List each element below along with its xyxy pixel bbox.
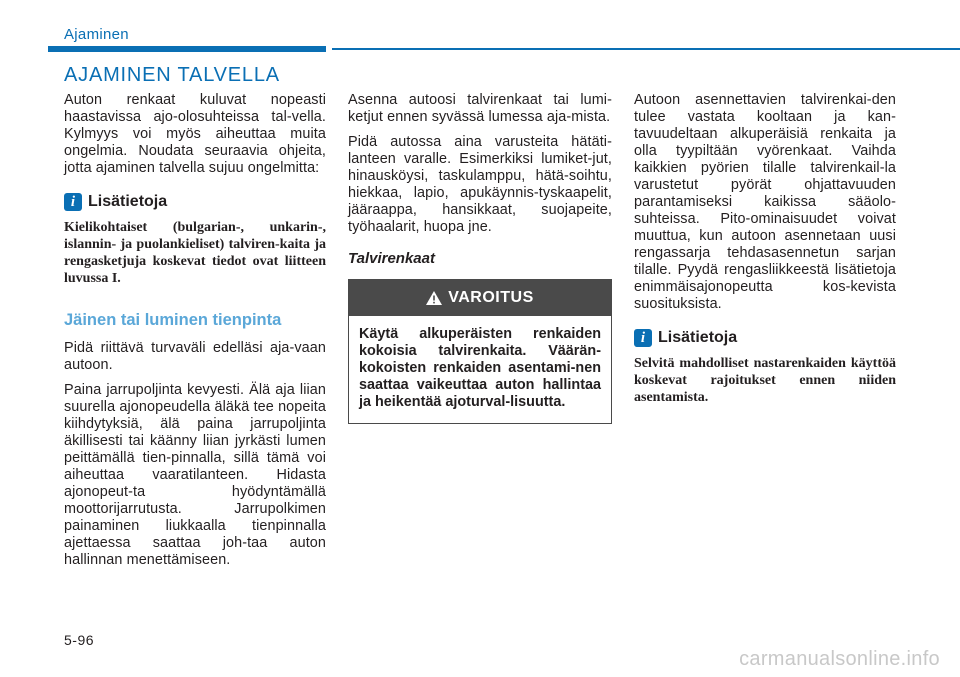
info-note: Kielikohtaiset (bulgarian-, unkarin-, islannin- ja puolankieliset) talviren-kaita ja rengasketjuja koskevat tiedot ovat liitteen luvussa I. [64,220,326,286]
column-3 [634,92,896,406]
chapter-title: AJAMINEN TALVELLA [64,64,280,86]
info-heading [64,193,326,211]
paragraph-emergency-kit: Pidä autossa aina varusteita hätäti-lanteen varalle. Esimerkiksi lumiket-jut, hinausköysi, taskulamppu, hätä-soihtu, hiekkaa, lapio, apukäynnis-tyskaapelit, jääraappa, hansikkaat, suojapeite, työhaalarit, huopa jne. [348,134,612,235]
header-rule-thin [332,48,960,50]
info-heading-2 [634,329,896,347]
info-icon: i [634,329,652,347]
info-title: Lisätietoja [88,193,168,210]
header-rule-thick [48,46,326,52]
paragraph-tire-specs: Autoon asennettavien talvirenkai-den tulee vastata kooltaan ja kan-tavuudeltaan alkuperäisiä renkaita ja olla tyypiltään vyörenkaat. Vaihda kaikkien pyörien tilalle talvirenkail-la varustetut pyörät ohjattavuuden parantamiseksi kaikissa sääolo-suhteissa. Pito-ominaisuudet voivat muuttua, kun autoon asennetaan uusi rengassarja tehdasasennetun sarjan tilalle. Pyydä rengasliikkeestä lisätietoja enimmäisajonopeutta kos-kevista suosituksista. [634,92,896,312]
heading-winter-tires: Talvirenkaat [348,250,435,267]
paragraph-braking: Paina jarrupoljinta kevyesti. Älä aja liian suurella ajonopeudella äläkä tee nopeita kiihdytyksiä, älä paina jarrupoljinta äkillisesti tai käänny liian jyrkästi lumen peittämällä tien-pinnalla, sillä tämä voi aiheuttaa vaaratilanteen. Hidasta ajonopeut-ta hyödyntämällä moottorijarrutusta. Jarrupolkimen painaminen liukkaalla tienpinnalla ajettaessa saattaa joh-taa auton hallinnan menettämiseen. [64,382,326,568]
subheading-icy-road: Jäinen tai luminen tienpinta [64,311,282,329]
column-2 [348,92,612,424]
info-title-2: Lisätietoja [658,329,738,346]
column-1 [64,92,326,577]
warning-box [348,279,612,424]
watermark: carmanualsonline.info [739,648,940,670]
warning-title: VAROITUS [448,289,534,306]
paragraph-winter-tires: Asenna autoosi talvirenkaat tai lumi-ketjut ennen syvässä lumessa aja-mista. [348,92,612,125]
intro-paragraph: Auton renkaat kuluvat nopeasti haastavissa ajo-olosuhteissa tal-vella. Kylmyys voi myös aiheuttaa muita ongelmia. Noudata seuraavia ohjeita, jotta ajaminen talvella sujuu ongelmitta: [64,92,326,176]
warning-text: Käytä alkuperäisten renkaiden kokoisia talvirenkaita. Väärän-kokoisten renkaiden asentami-nen saattaa vaikeuttaa auton hallintaa ja heikentää ajoturval-lisuutta. [359,326,601,410]
info-icon: i [64,193,82,211]
warning-triangle-icon [426,291,442,305]
page-number: 5-96 [64,632,95,648]
warning-header [349,280,611,316]
info-note-2: Selvitä mahdolliset nastarenkaiden käyttöä koskevat rajoitukset ennen niiden asentamista. [634,356,896,405]
paragraph-distance: Pidä riittävä turvaväli edelläsi aja-vaan autoon. [64,340,326,373]
section-label: Ajaminen [64,26,129,43]
